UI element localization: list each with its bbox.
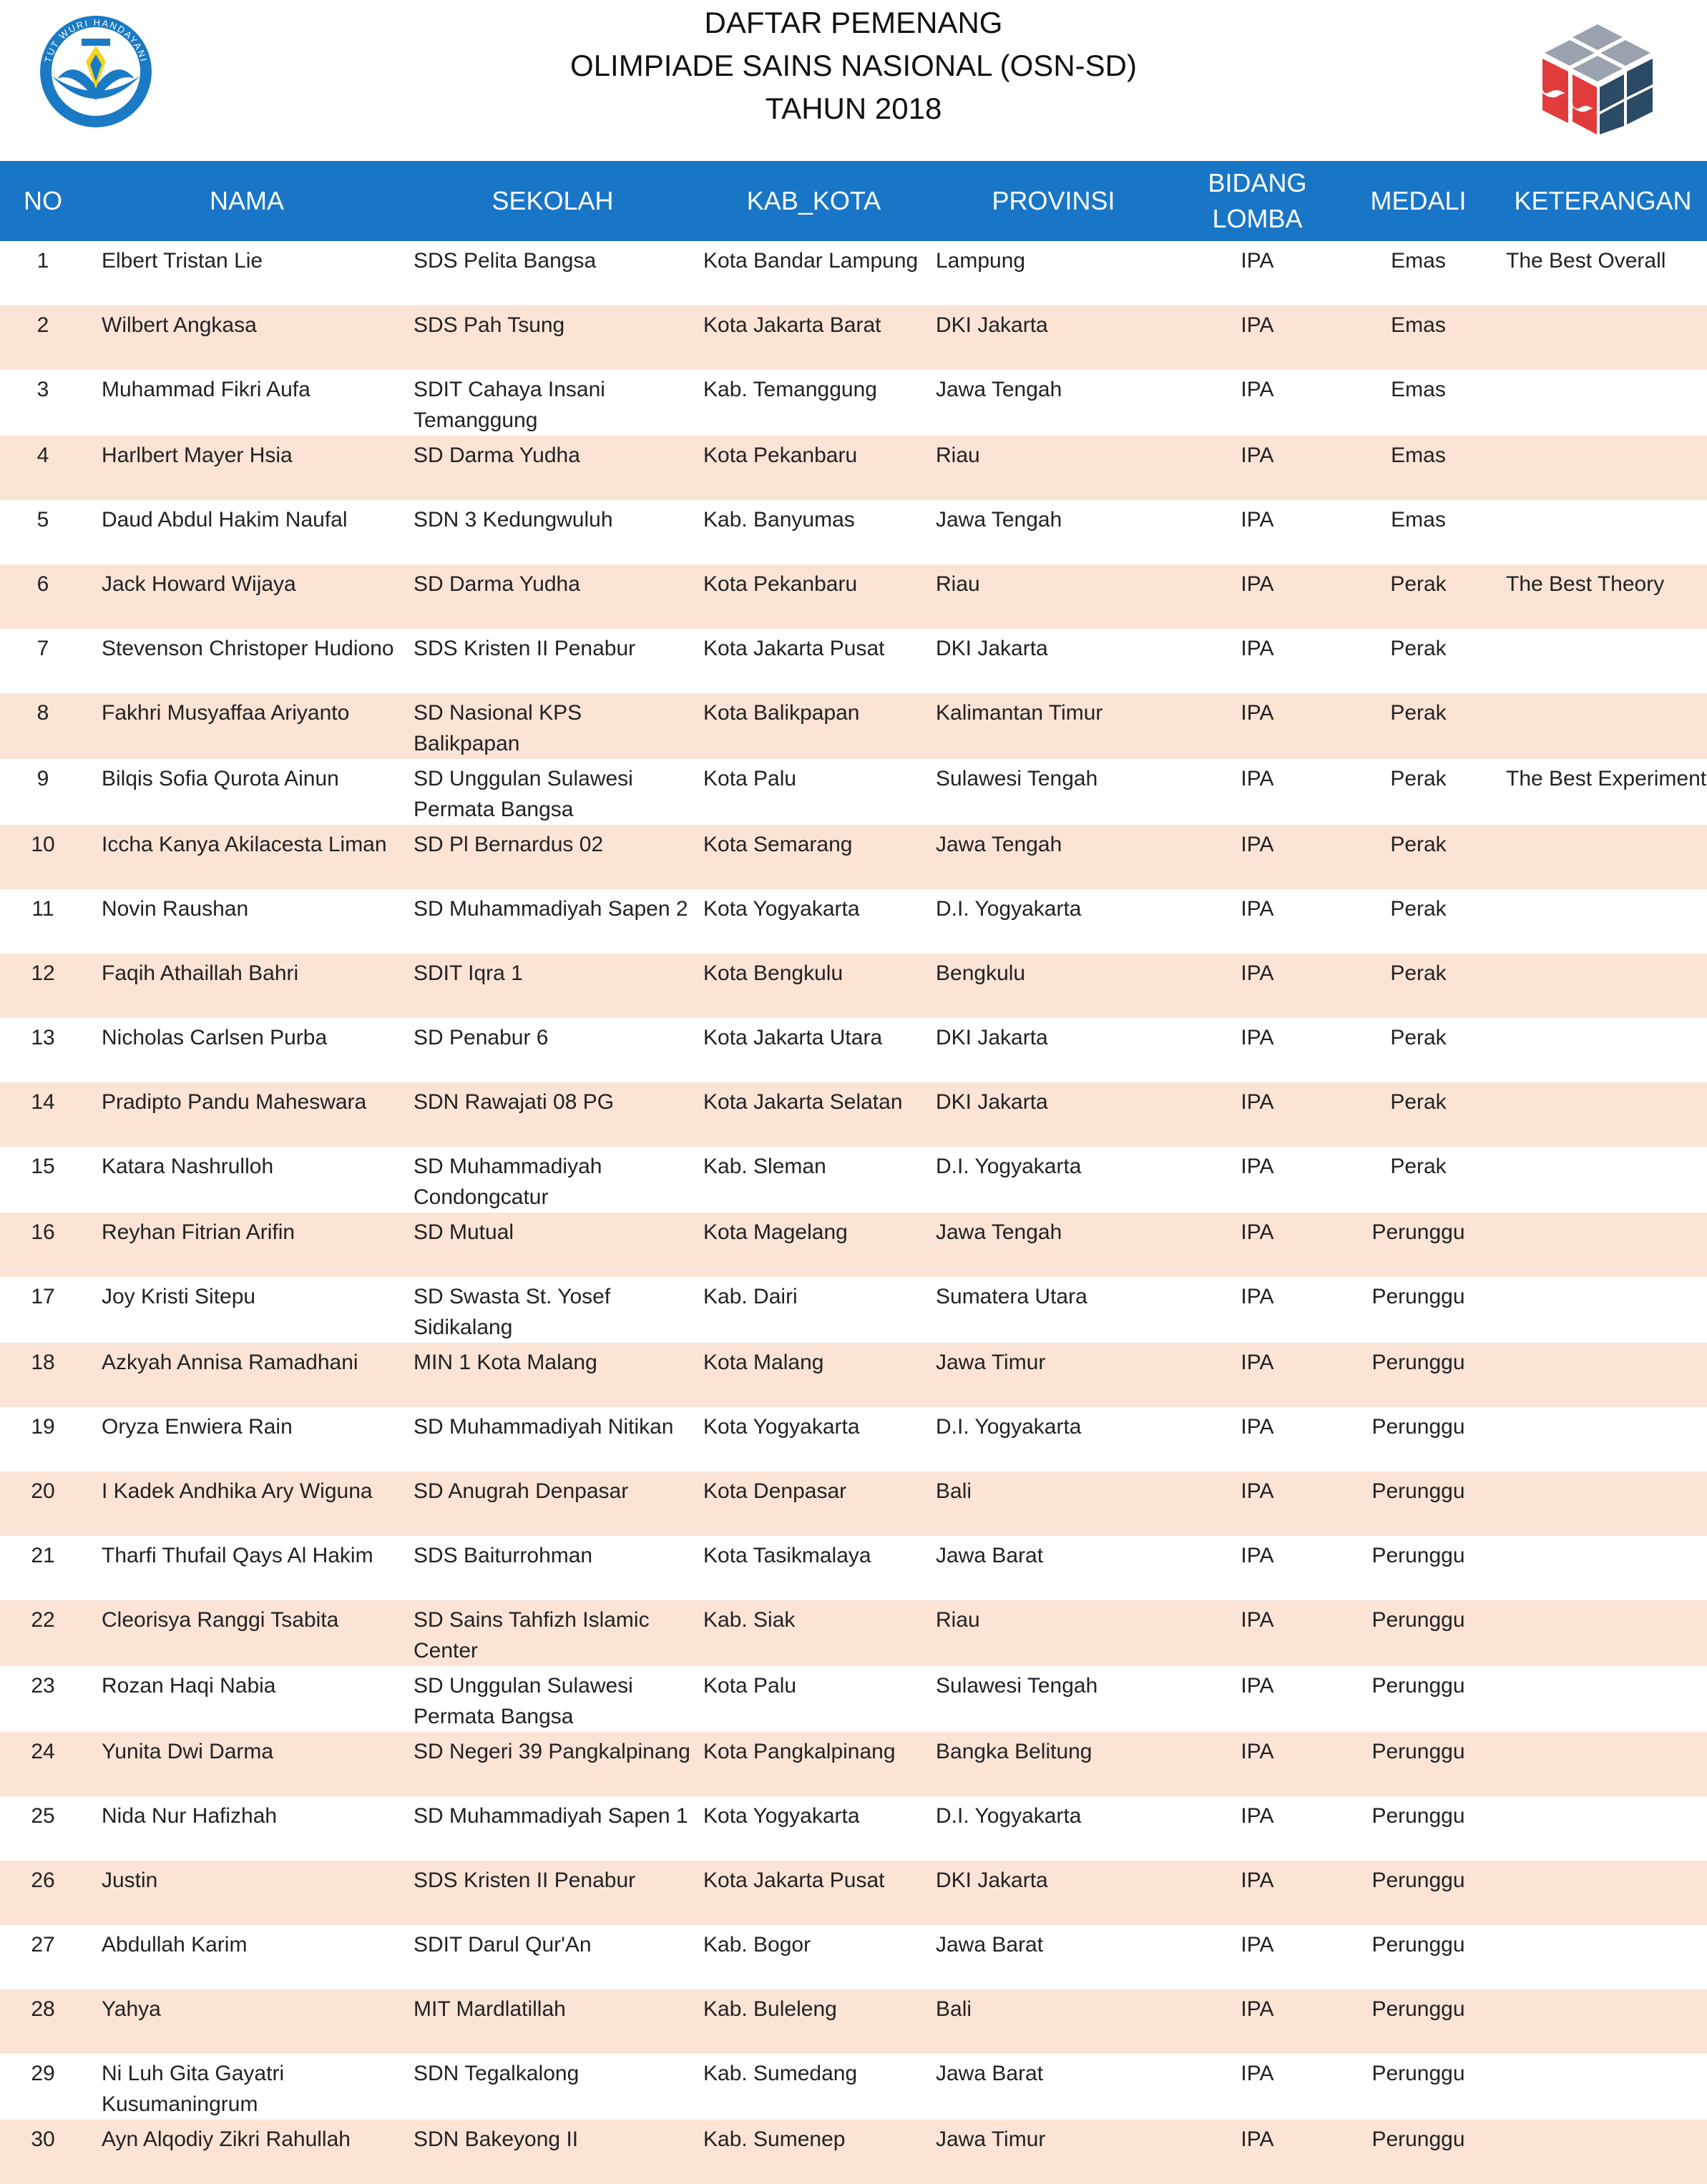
cell-kab-kota: Kota Bengkulu [703, 961, 843, 985]
table-row [0, 1471, 1707, 1536]
cell-sekolah: SD Swasta St. Yosef Sidikalang [414, 1285, 611, 1339]
table-row [0, 1600, 1707, 1666]
cell-medali: Perunggu [1371, 1479, 1465, 1503]
cell-medali: Perunggu [1371, 1415, 1465, 1439]
cell-bidang-lomba: IPA [1241, 1351, 1274, 1374]
cell-sekolah: SDS Kristen II Penabur [414, 1869, 636, 1892]
cell-keterangan: The Best Overall [1506, 249, 1666, 273]
cell-kab-kota: Kab. Temanggung [703, 378, 877, 401]
cell-kab-kota: Kab. Siak [703, 1608, 796, 1632]
cell-nama: Nicholas Carlsen Purba [102, 1026, 328, 1049]
cell-no: 1 [36, 249, 49, 273]
cell-keterangan [1499, 825, 1707, 889]
cell-no: 8 [36, 701, 49, 725]
cell-keterangan [1499, 954, 1707, 1018]
cell-keterangan [1499, 1147, 1707, 1213]
cell-nama: Iccha Kanya Akilacesta Liman [102, 833, 387, 856]
title-line-3: TAHUN 2018 [765, 92, 942, 125]
cell-keterangan [1499, 1732, 1707, 1796]
cell-sekolah: SD Unggulan Sulawesi Permata Bangsa [414, 1674, 633, 1728]
cell-kab-kota: Kota Semarang [703, 833, 853, 856]
cell-bidang-lomba: IPA [1241, 897, 1274, 921]
cell-kab-kota: Kota Pekanbaru [703, 444, 858, 467]
table-row [0, 241, 1707, 305]
table-row [0, 1213, 1707, 1277]
table-row [0, 1277, 1707, 1343]
cell-medali: Perak [1390, 833, 1447, 856]
cell-no: 15 [31, 1155, 55, 1178]
cell-kab-kota: Kota Jakarta Pusat [703, 637, 885, 660]
col-header-nama: NAMA [209, 186, 284, 215]
cell-no: 21 [31, 1544, 55, 1567]
cell-kab-kota: Kota Jakarta Pusat [703, 1869, 885, 1892]
cell-bidang-lomba: IPA [1241, 1155, 1274, 1178]
cell-medali: Perak [1390, 572, 1447, 596]
cell-nama: Abdullah Karim [102, 1933, 248, 1957]
cell-provinsi: Jawa Timur [936, 2127, 1046, 2151]
cell-medali: Perak [1390, 961, 1447, 985]
cell-keterangan: The Best Theory [1506, 572, 1665, 596]
col-header-medali: MEDALI [1370, 186, 1467, 215]
table-row [0, 759, 1707, 825]
cell-nama: Rozan Haqi Nabia [102, 1674, 276, 1698]
cell-nama: Reyhan Fitrian Arifin [102, 1220, 295, 1244]
cell-no: 13 [31, 1026, 55, 1049]
cell-bidang-lomba: IPA [1241, 508, 1274, 532]
cell-kab-kota: Kota Yogyakarta [703, 1415, 860, 1439]
cell-keterangan [1499, 1018, 1707, 1082]
cell-medali: Emas [1391, 444, 1446, 467]
cell-provinsi: Bengkulu [936, 961, 1026, 985]
cell-medali: Perak [1390, 767, 1447, 790]
cell-sekolah: SDN Rawajati 08 PG [414, 1090, 615, 1114]
cell-no: 2 [36, 313, 49, 337]
cell-provinsi: Riau [936, 444, 980, 467]
cell-no: 23 [31, 1674, 55, 1698]
col-header-sekolah: SEKOLAH [491, 186, 614, 215]
cell-nama: Pradipto Pandu Maheswara [102, 1090, 367, 1114]
cell-kab-kota: Kota Pekanbaru [703, 572, 858, 596]
cell-medali: Emas [1391, 313, 1446, 337]
cell-keterangan [1499, 2054, 1707, 2120]
cell-nama: Azkyah Annisa Ramadhani [102, 1351, 358, 1374]
cell-keterangan [1499, 436, 1707, 500]
cell-bidang-lomba: IPA [1241, 1479, 1274, 1503]
cell-bidang-lomba: IPA [1241, 1674, 1274, 1698]
cell-sekolah: SD Darma Yudha [414, 572, 580, 596]
cell-nama: Daud Abdul Hakim Naufal [102, 508, 348, 532]
cell-kab-kota: Kab. Sumedang [703, 2062, 858, 2085]
col-header-bidang-line-2: LOMBA [1212, 204, 1303, 233]
cell-no: 30 [31, 2127, 55, 2151]
cell-provinsi: Bangka Belitung [936, 1740, 1092, 1763]
cell-sekolah: SDS Baiturrohman [414, 1544, 593, 1567]
table-row [0, 564, 1707, 629]
cell-sekolah: SDN Tegalkalong [414, 2062, 579, 2085]
winners-table [0, 161, 1707, 2184]
cell-no: 16 [31, 1220, 55, 1244]
cell-keterangan [1499, 1471, 1707, 1536]
cell-no: 25 [31, 1804, 55, 1828]
cell-keterangan [1499, 889, 1707, 954]
table-row [0, 1147, 1707, 1213]
cell-keterangan [1499, 1666, 1707, 1732]
cell-bidang-lomba: IPA [1241, 961, 1274, 985]
cell-bidang-lomba: IPA [1241, 313, 1274, 337]
cell-kab-kota: Kota Bandar Lampung [703, 249, 919, 273]
cell-bidang-lomba: IPA [1241, 1740, 1274, 1763]
cell-no: 27 [31, 1933, 55, 1957]
cell-nama: Stevenson Christoper Hudiono [102, 637, 394, 660]
cell-kab-kota: Kota Jakarta Utara [703, 1026, 883, 1049]
cell-bidang-lomba: IPA [1241, 2062, 1274, 2085]
cell-provinsi: DKI Jakarta [936, 1090, 1048, 1114]
cell-nama: Faqih Athaillah Bahri [102, 961, 299, 985]
cell-keterangan [1499, 500, 1707, 564]
cell-bidang-lomba: IPA [1241, 1933, 1274, 1957]
col-header-bidang-lomba [1177, 161, 1338, 241]
cell-nama: Muhammad Fikri Aufa [102, 378, 310, 401]
cell-keterangan [1499, 1989, 1707, 2054]
table-row [0, 1989, 1707, 2054]
table-row [0, 2054, 1707, 2120]
cell-provinsi: D.I. Yogyakarta [936, 1155, 1082, 1178]
cell-bidang-lomba: IPA [1241, 249, 1274, 273]
cell-kab-kota: Kota Jakarta Barat [703, 313, 881, 337]
cell-provinsi: Jawa Barat [936, 2062, 1044, 2085]
cell-sekolah: SD Muhammadiyah Sapen 1 [414, 1804, 688, 1828]
cell-bidang-lomba: IPA [1241, 378, 1274, 401]
cell-sekolah: SD Sains Tahfizh Islamic Center [414, 1608, 650, 1663]
cell-medali: Perunggu [1371, 1740, 1465, 1763]
cell-bidang-lomba: IPA [1241, 701, 1274, 725]
cell-provinsi: Jawa Tengah [936, 1220, 1062, 1244]
cell-sekolah: SD Anugrah Denpasar [414, 1479, 629, 1503]
cell-nama: Joy Kristi Sitepu [102, 1285, 256, 1308]
table-row [0, 1925, 1707, 1989]
cell-bidang-lomba: IPA [1241, 1869, 1274, 1892]
cell-provinsi: Jawa Tengah [936, 378, 1062, 401]
cell-sekolah: MIT Mardlatillah [414, 1997, 566, 2021]
table-row [0, 825, 1707, 889]
cell-bidang-lomba: IPA [1241, 572, 1274, 596]
cell-provinsi: Riau [936, 1608, 980, 1632]
cell-kab-kota: Kota Palu [703, 1674, 797, 1698]
cell-sekolah: SDIT Cahaya Insani Temanggung [414, 378, 605, 432]
table-row [0, 629, 1707, 693]
cell-sekolah: SDN 3 Kedungwuluh [414, 508, 613, 532]
cell-no: 24 [31, 1740, 55, 1763]
cell-medali: Perunggu [1371, 2062, 1465, 2085]
cell-provinsi: DKI Jakarta [936, 1869, 1048, 1892]
cell-provinsi: D.I. Yogyakarta [936, 1804, 1082, 1828]
logo-left-text: TUT WURI HANDAYANI [42, 16, 150, 64]
cell-no: 20 [31, 1479, 55, 1503]
cell-nama: Ayn Alqodiy Zikri Rahullah [102, 2127, 351, 2151]
cell-keterangan [1499, 1082, 1707, 1147]
col-header-provinsi: PROVINSI [992, 186, 1115, 215]
cell-keterangan [1499, 1343, 1707, 1407]
cell-kab-kota: Kota Balikpapan [703, 701, 860, 725]
col-header-kab-kota: KAB_KOTA [746, 186, 881, 215]
cell-sekolah: MIN 1 Kota Malang [414, 1351, 597, 1374]
cell-sekolah: SD Nasional KPS Balikpapan [414, 701, 582, 755]
table-row [0, 1732, 1707, 1796]
cell-no: 19 [31, 1415, 55, 1439]
cell-nama: Yunita Dwi Darma [102, 1740, 274, 1763]
cell-provinsi: Lampung [936, 249, 1026, 273]
cell-kab-kota: Kab. Buleleng [703, 1997, 837, 2021]
cell-kab-kota: Kab. Sumenep [703, 2127, 846, 2151]
table-row [0, 693, 1707, 759]
cell-sekolah: SD Darma Yudha [414, 444, 580, 467]
cell-keterangan [1499, 1861, 1707, 1925]
cell-provinsi: Jawa Tengah [936, 508, 1062, 532]
cell-medali: Perunggu [1371, 1608, 1465, 1632]
cell-sekolah: SDN Bakeyong II [414, 2127, 579, 2151]
cell-nama: Tharfi Thufail Qays Al Hakim [102, 1544, 373, 1567]
cell-no: 5 [36, 508, 49, 532]
cell-sekolah: SD Negeri 39 Pangkalpinang [414, 1740, 690, 1763]
cell-provinsi: DKI Jakarta [936, 637, 1048, 660]
title-line-2: OLIMPIADE SAINS NASIONAL (OSN-SD) [570, 49, 1137, 82]
cell-bidang-lomba: IPA [1241, 637, 1274, 660]
table-row [0, 1796, 1707, 1861]
page-header [0, 0, 1707, 161]
cell-no: 10 [31, 833, 55, 856]
table-row [0, 500, 1707, 564]
table-header-row [0, 161, 1707, 241]
cell-keterangan [1499, 1407, 1707, 1471]
cell-provinsi: DKI Jakarta [936, 1026, 1048, 1049]
cell-kab-kota: Kab. Banyumas [703, 508, 855, 532]
col-header-bidang-line-1: BIDANG [1208, 168, 1307, 197]
cell-provinsi: Sulawesi Tengah [936, 1674, 1098, 1698]
cell-no: 7 [36, 637, 49, 660]
cell-medali: Perak [1390, 637, 1447, 660]
cell-kab-kota: Kota Magelang [703, 1220, 848, 1244]
cell-bidang-lomba: IPA [1241, 1608, 1274, 1632]
cell-bidang-lomba: IPA [1241, 1544, 1274, 1567]
cell-no: 26 [31, 1869, 55, 1892]
cell-no: 3 [36, 378, 49, 401]
cell-sekolah: SD Muhammadiyah Sapen 2 [414, 897, 688, 921]
cell-sekolah: SDS Pah Tsung [414, 313, 565, 337]
cell-sekolah: SD Muhammadiyah Condongcatur [414, 1155, 602, 1209]
cell-keterangan [1499, 693, 1707, 759]
cell-medali: Perak [1390, 897, 1447, 921]
cell-medali: Perunggu [1371, 1933, 1465, 1957]
cell-no: 22 [31, 1608, 55, 1632]
cell-bidang-lomba: IPA [1241, 1220, 1274, 1244]
cell-medali: Perak [1390, 1026, 1447, 1049]
table-row [0, 370, 1707, 436]
cell-nama: Nida Nur Hafizhah [102, 1804, 278, 1828]
cell-no: 18 [31, 1351, 55, 1374]
cell-medali: Emas [1391, 378, 1446, 401]
cell-keterangan [1499, 1600, 1707, 1666]
cell-bidang-lomba: IPA [1241, 1026, 1274, 1049]
cell-nama: Elbert Tristan Lie [102, 249, 263, 273]
cell-provinsi: DKI Jakarta [936, 313, 1048, 337]
cell-keterangan: The Best Experiment [1506, 767, 1707, 790]
cell-sekolah: SDS Pelita Bangsa [414, 249, 597, 273]
cell-medali: Perak [1390, 1090, 1447, 1114]
table-row [0, 889, 1707, 954]
cell-sekolah: SDS Kristen II Penabur [414, 637, 636, 660]
cell-provinsi: Jawa Timur [936, 1351, 1046, 1374]
cell-kab-kota: Kota Tasikmalaya [703, 1544, 871, 1567]
cell-medali: Perunggu [1371, 2127, 1465, 2151]
cell-bidang-lomba: IPA [1241, 1804, 1274, 1828]
cell-bidang-lomba: IPA [1241, 444, 1274, 467]
cell-provinsi: Kalimantan Timur [936, 701, 1103, 725]
cell-no: 4 [36, 444, 49, 467]
cell-keterangan [1499, 305, 1707, 370]
cell-medali: Perunggu [1371, 1285, 1465, 1308]
cell-nama: I Kadek Andhika Ary Wiguna [102, 1479, 373, 1503]
cell-no: 6 [36, 572, 49, 596]
cell-medali: Perunggu [1371, 1804, 1465, 1828]
cell-no: 17 [31, 1285, 55, 1308]
cell-sekolah: SD Mutual [414, 1220, 514, 1244]
cell-nama: Harlbert Mayer Hsia [102, 444, 293, 467]
cell-no: 9 [36, 767, 49, 790]
cell-bidang-lomba: IPA [1241, 767, 1274, 790]
cell-bidang-lomba: IPA [1241, 1285, 1274, 1308]
col-header-keterangan: KETERANGAN [1514, 186, 1692, 215]
cell-sekolah: SD Muhammadiyah Nitikan [414, 1415, 674, 1439]
cell-nama: Ni Luh Gita Gayatri Kusumaningrum [102, 2062, 285, 2116]
cell-provinsi: Bali [936, 1479, 972, 1503]
cell-sekolah: SDIT Darul Qur'An [414, 1933, 592, 1957]
cell-kab-kota: Kota Pangkalpinang [703, 1740, 896, 1763]
cell-no: 12 [31, 961, 55, 985]
table-row [0, 2120, 1707, 2184]
cell-nama: Oryza Enwiera Rain [102, 1415, 293, 1439]
cell-medali: Emas [1391, 249, 1446, 273]
cell-nama: Novin Raushan [102, 897, 249, 921]
cell-medali: Perunggu [1371, 1220, 1465, 1244]
cell-medali: Perak [1390, 701, 1447, 725]
cell-keterangan [1499, 1796, 1707, 1861]
cell-kab-kota: Kab. Dairi [703, 1285, 798, 1308]
table-row [0, 1407, 1707, 1471]
cell-medali: Perunggu [1371, 1997, 1465, 2021]
cell-medali: Emas [1391, 508, 1446, 532]
cell-no: 29 [31, 2062, 55, 2085]
cell-nama: Jack Howard Wijaya [102, 572, 296, 596]
cell-provinsi: Jawa Barat [936, 1933, 1044, 1957]
table-row [0, 1082, 1707, 1147]
cell-nama: Wilbert Angkasa [102, 313, 257, 337]
cell-nama: Cleorisya Ranggi Tsabita [102, 1608, 339, 1632]
cell-bidang-lomba: IPA [1241, 1415, 1274, 1439]
table-row [0, 1861, 1707, 1925]
cell-no: 14 [31, 1090, 55, 1114]
cell-sekolah: SD Pl Bernardus 02 [414, 833, 604, 856]
cell-kab-kota: Kota Denpasar [703, 1479, 847, 1503]
cell-sekolah: SD Unggulan Sulawesi Permata Bangsa [414, 767, 633, 821]
document-title [0, 1, 1707, 130]
col-header-no: NO [24, 186, 62, 215]
cell-medali: Perunggu [1371, 1674, 1465, 1698]
cell-keterangan [1499, 1213, 1707, 1277]
cell-no: 28 [31, 1997, 55, 2021]
cell-provinsi: Jawa Tengah [936, 833, 1062, 856]
cell-kab-kota: Kab. Sleman [703, 1155, 826, 1178]
cell-medali: Perunggu [1371, 1544, 1465, 1567]
title-line-1: DAFTAR PEMENANG [704, 6, 1003, 39]
cell-kab-kota: Kota Malang [703, 1351, 824, 1374]
cell-provinsi: D.I. Yogyakarta [936, 1415, 1082, 1439]
cell-kab-kota: Kota Palu [703, 767, 797, 790]
cell-nama: Yahya [102, 1997, 161, 2021]
cell-provinsi: D.I. Yogyakarta [936, 897, 1082, 921]
table-row [0, 305, 1707, 370]
cell-keterangan [1499, 1925, 1707, 1989]
cell-medali: Perunggu [1371, 1869, 1465, 1892]
cell-kab-kota: Kab. Bogor [703, 1933, 811, 1957]
cell-no: 11 [31, 897, 54, 921]
table-body [0, 241, 1707, 2184]
cell-bidang-lomba: IPA [1241, 833, 1274, 856]
cell-keterangan [1499, 629, 1707, 693]
cell-medali: Perunggu [1371, 1351, 1465, 1374]
cell-keterangan [1499, 1277, 1707, 1343]
cell-nama: Fakhri Musyaffaa Ariyanto [102, 701, 350, 725]
cell-kab-kota: Kota Jakarta Selatan [703, 1090, 903, 1114]
cell-bidang-lomba: IPA [1241, 2127, 1274, 2151]
table-row [0, 1018, 1707, 1082]
cell-kab-kota: Kota Yogyakarta [703, 897, 860, 921]
cell-bidang-lomba: IPA [1241, 1997, 1274, 2021]
table-row [0, 1343, 1707, 1407]
cell-provinsi: Riau [936, 572, 980, 596]
table-row [0, 436, 1707, 500]
cell-keterangan [1499, 2120, 1707, 2184]
cell-medali: Perak [1390, 1155, 1447, 1178]
cell-bidang-lomba: IPA [1241, 1090, 1274, 1114]
cell-nama: Bilqis Sofia Qurota Ainun [102, 767, 339, 790]
cell-nama: Katara Nashrulloh [102, 1155, 274, 1178]
cell-kab-kota: Kota Yogyakarta [703, 1804, 860, 1828]
cell-provinsi: Sulawesi Tengah [936, 767, 1098, 790]
cell-sekolah: SDIT Iqra 1 [414, 961, 523, 985]
cube-logo [1537, 21, 1658, 136]
cell-keterangan [1499, 1536, 1707, 1600]
table-row [0, 1666, 1707, 1732]
cell-sekolah: SD Penabur 6 [414, 1026, 549, 1049]
cell-nama: Justin [102, 1869, 158, 1892]
cell-keterangan [1499, 370, 1707, 436]
cell-provinsi: Bali [936, 1997, 972, 2021]
table-row [0, 1536, 1707, 1600]
cell-provinsi: Jawa Barat [936, 1544, 1044, 1567]
cell-provinsi: Sumatera Utara [936, 1285, 1087, 1308]
table-row [0, 954, 1707, 1018]
